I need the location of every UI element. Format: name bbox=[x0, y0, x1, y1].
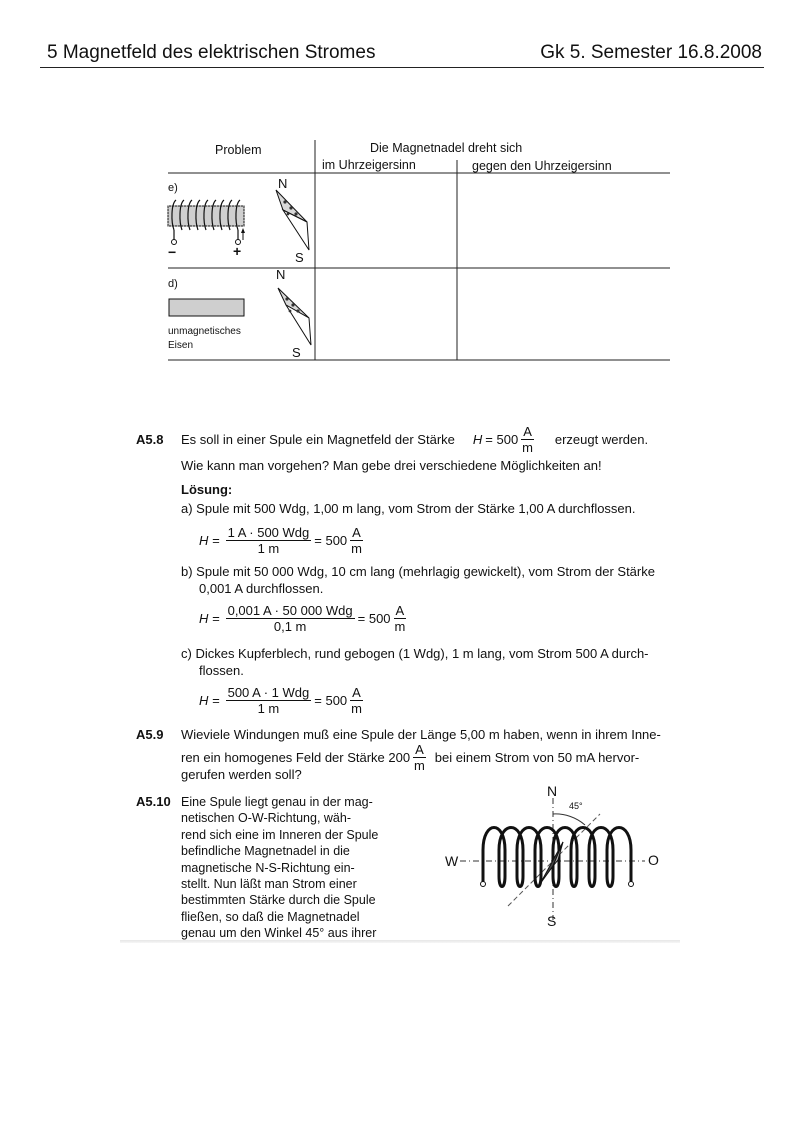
task-a59-label: A5.9 bbox=[136, 727, 164, 742]
problem-table bbox=[0, 0, 800, 370]
task-a58-question-line2: Wie kann man vorgehen? Man gebe drei verschiedene Möglichkeiten an! bbox=[181, 458, 602, 473]
col-problem: Problem bbox=[215, 143, 262, 157]
col-ccw: gegen den Uhrzeigersinn bbox=[472, 159, 612, 173]
formula-b: H = $\frac{\text{0,001 A · 50 000 Wdg}}{0,1 m}$ = 500 $\frac{A}{m}$ bbox=[199, 603, 406, 634]
row-e-label: e) bbox=[168, 182, 178, 194]
col-cw: im Uhrzeigersinn bbox=[322, 158, 416, 172]
task-a58-label: A5.8 bbox=[136, 432, 164, 447]
compass-north-e: N bbox=[278, 176, 288, 191]
solution-c-text: c) Dickes Kupferblech, rund gebogen (1 Wdg), 1 m lang, vom Strom 500 A durch- flossen. bbox=[181, 646, 649, 678]
terminal-plus: + bbox=[233, 243, 242, 259]
row-d-label: d) bbox=[168, 278, 178, 290]
course-date: Gk 5. Semester 16.8.2008 bbox=[540, 42, 762, 63]
fig-east: O bbox=[648, 852, 659, 868]
compass-south-d: S bbox=[292, 345, 301, 360]
task-a510-text: Eine Spule liegt genau in der mag- netischen O-W-Richtung, wäh- rend sich eine im Inneren der Spule befindliche Magnetnadel in die magnetische N-S-Richtung ein- stellt. Nun läßt man Strom einer bestimmten Stärke durch die Spule fließen, so daß die Magnetnadel genau um den Winkel 45° aus ihrer bbox=[181, 795, 379, 941]
task-a58-question-line1: Es soll in einer Spule ein Magnetfeld der Stärke H = 500 $\frac{A}{m}$ erzeugt werden. bbox=[181, 424, 649, 455]
terminal-minus: − bbox=[168, 244, 177, 260]
solution-a-text: a) Spule mit 500 Wdg, 1,00 m lang, vom Strom der Stärke 1,00 A durchflossen. bbox=[181, 501, 636, 516]
formula-c: H = $\frac{\text{500 A · 1 Wdg}}{1 m}$ = 500 $\frac{A}{m}$ bbox=[199, 685, 362, 716]
solution-b-text: b) Spule mit 50 000 Wdg, 10 cm lang (mehrlagig gewickelt), vom Strom der Stärke 0,001 A durchflossen. bbox=[181, 564, 655, 596]
coil-diagram-e bbox=[168, 200, 245, 245]
compass-south-e: S bbox=[295, 250, 304, 265]
task-a59-line3: gerufen werden soll? bbox=[181, 767, 302, 782]
loesung-label: Lösung: bbox=[181, 482, 233, 497]
table-grid bbox=[0, 0, 800, 370]
task-a59-line1: Wieviele Windungen muß eine Spule der Länge 5,00 m haben, wenn in ihrem Inne- bbox=[181, 727, 661, 742]
scan-edge bbox=[120, 940, 680, 943]
iron-bar-d bbox=[169, 299, 244, 316]
fig-south: S bbox=[547, 913, 557, 929]
compass-north-d: N bbox=[276, 267, 286, 282]
task-a510-label: A5.10 bbox=[136, 794, 171, 809]
formula-a: H = $\frac{\text{1 A · 500 Wdg}}{1 m}$ = 500 $\frac{A}{m}$ bbox=[199, 525, 362, 556]
compass-needle-e bbox=[276, 190, 309, 250]
compass-needle-d bbox=[278, 288, 311, 345]
task-a59-line2: ren ein homogenes Feld der Stärke 200 $\frac{A}{m}$ bei einem Strom von 50 mA hervor- bbox=[181, 742, 640, 773]
chapter-title: 5 Magnetfeld des elektrischen Stromes bbox=[47, 42, 376, 63]
iron-caption: unmagnetisches Eisen bbox=[168, 326, 241, 351]
fig-west: W bbox=[445, 853, 459, 869]
fig-north: N bbox=[547, 783, 558, 799]
fig-angle: 45° bbox=[569, 801, 583, 811]
col-heading: Die Magnetnadel dreht sich bbox=[370, 141, 523, 155]
